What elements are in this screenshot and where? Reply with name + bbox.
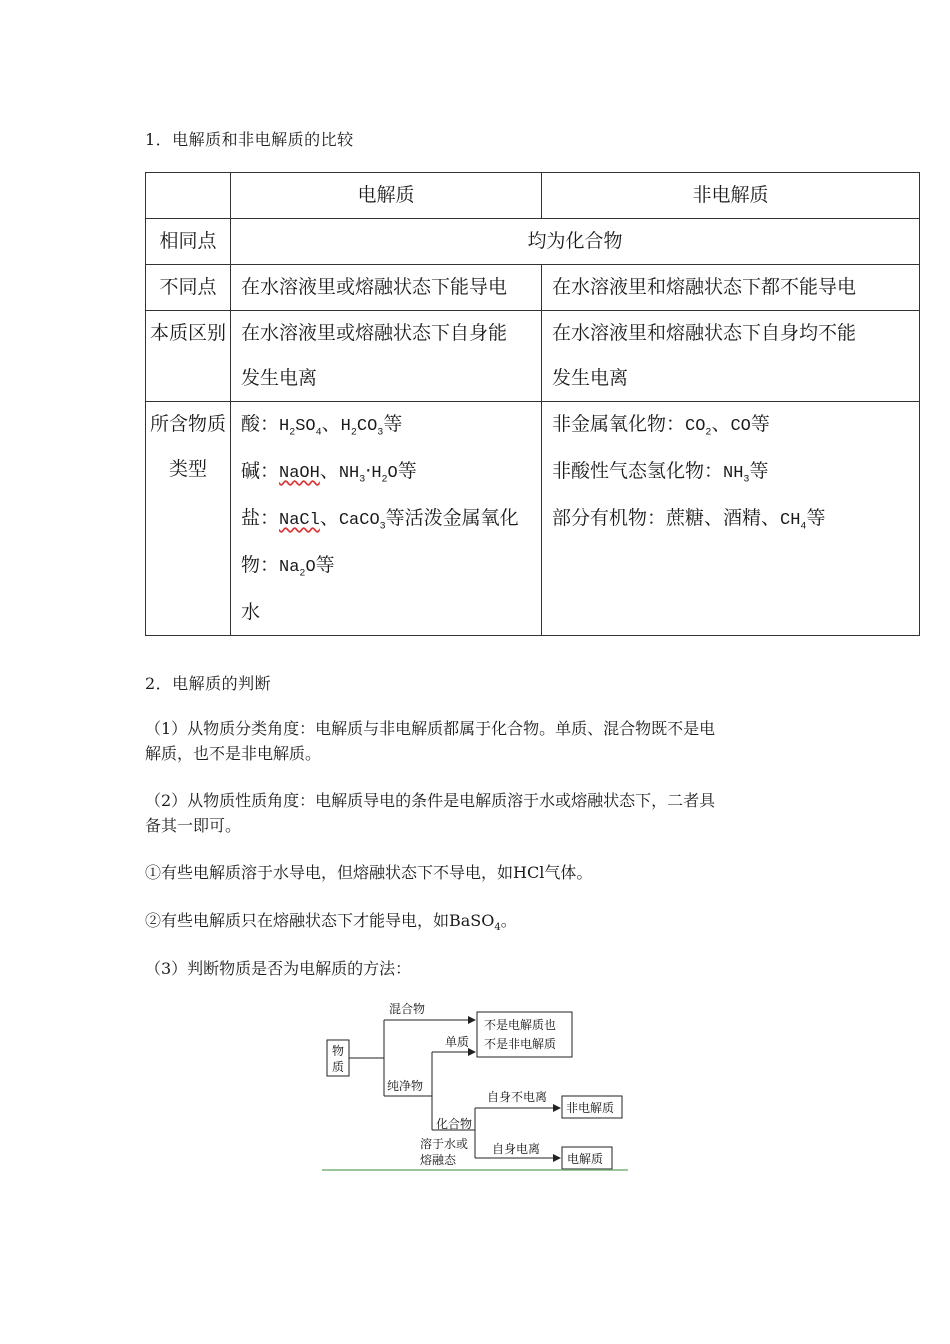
label-self-ionize: 自身电离 — [492, 1142, 541, 1156]
types-acid: 酸：$H_2SO_4$、$H_2CO_3$等 — [241, 413, 403, 439]
types-base: 碱：NaOH、$NH_3\cdot H_2O$等 — [241, 460, 417, 486]
diff-nonelectrolyte: 在水溶液里和熔融状态下都不能导电 — [542, 265, 920, 311]
types-salt: 盐：NaCl、CaCO$_3$等活泼金属氧化 — [241, 507, 519, 533]
label-mixture: 混合物 — [389, 1002, 426, 1016]
row-label-same: 相同点 — [146, 219, 231, 265]
row-label-types-line2: 类型 — [168, 458, 207, 480]
row-label-diff: 不同点 — [146, 265, 231, 311]
label-not-both-1: 不是电解质也 — [484, 1018, 557, 1032]
types-organic: 部分有机物：蔗糖、酒精、$CH_4$等 — [552, 507, 826, 533]
label-element: 单质 — [445, 1035, 470, 1049]
row-label-types-line1: 所含物质 — [149, 413, 226, 435]
paragraph-5: （3）判断物质是否为电解质的方法： — [145, 959, 412, 978]
types-oxide: 物：$Na_2O$等 — [241, 554, 335, 580]
label-substance-1: 物 — [332, 1044, 345, 1058]
types-nonmetal-oxide: 非金属氧化物：$CO_2$、CO等 — [552, 413, 770, 439]
types-water: 水 — [241, 601, 261, 623]
row-label-essence: 本质区别 — [146, 311, 231, 402]
section1-title: 1．电解质和非电解质的比较 — [145, 130, 354, 149]
paragraph-2: （2）从物质性质角度：电解质导电的条件是电解质溶于水或熔融状态下，二者具 备其一即可。 — [145, 791, 716, 835]
label-electrolyte: 电解质 — [567, 1152, 604, 1166]
label-dissolve-2: 熔融态 — [420, 1153, 457, 1167]
label-compound: 化合物 — [436, 1117, 473, 1131]
label-substance-2: 质 — [332, 1060, 345, 1074]
same-value: 均为化合物 — [231, 219, 920, 265]
essence-electrolyte-line2: 发生电离 — [241, 367, 318, 389]
essence-electrolyte-line1: 在水溶液里或熔融状态下自身能 — [241, 322, 508, 344]
essence-nonelectrolyte-line1: 在水溶液里和熔融状态下自身均不能 — [552, 322, 857, 344]
paragraph-3: ①有些电解质溶于水导电，但熔融状态下不导电，如HCl气体。 — [145, 863, 593, 882]
paragraph-1: （1）从物质分类角度：电解质与非电解质都属于化合物。单质、混合物既不是电 解质，也不是非电解质。 — [145, 719, 716, 763]
essence-nonelectrolyte-line2: 发生电离 — [552, 367, 629, 389]
paragraph-4: ②有些电解质只在熔融状态下才能导电，如BaSO$_4$。 — [145, 911, 517, 934]
label-nonelectrolyte: 非电解质 — [566, 1101, 615, 1115]
label-dissolve-1: 溶于水或 — [420, 1137, 469, 1151]
section2-title: 2．电解质的判断 — [145, 674, 272, 693]
diff-electrolyte: 在水溶液里或熔融状态下能导电 — [231, 265, 542, 311]
types-nonacid-hydride: 非酸性气态氢化物：$NH_3$等 — [552, 460, 769, 486]
label-pure: 纯净物 — [387, 1079, 424, 1093]
label-not-both-2: 不是非电解质 — [484, 1037, 557, 1051]
label-self-no-ionize: 自身不电离 — [487, 1090, 548, 1104]
header-nonelectrolyte: 非电解质 — [542, 173, 920, 219]
header-electrolyte: 电解质 — [231, 173, 542, 219]
